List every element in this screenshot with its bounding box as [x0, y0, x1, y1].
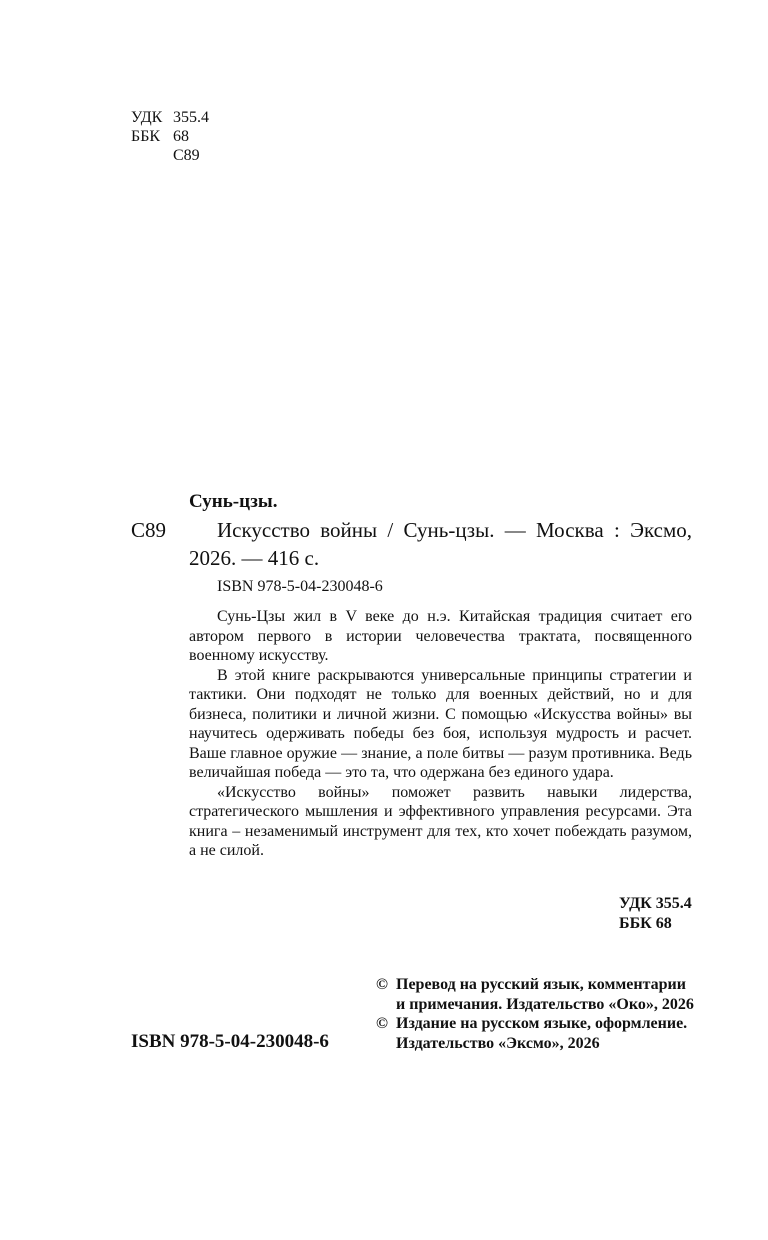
copyright-symbol: ©: [376, 976, 388, 993]
bbk-label: ББК: [131, 128, 161, 145]
copyright-block: [376, 975, 696, 1053]
copyright-translation-text: Перевод на русский язык, комментарии и примечания. Издательство «Око», 2026: [396, 976, 694, 1013]
card-title-block: [189, 516, 692, 544]
udk-row: [131, 108, 209, 127]
annotation-paragraph-1: Сунь-Цзы жил в V веке до н.э. Китайская традиция считает его автором первого в истории человечества трактата, посвященного военному искусству.: [189, 608, 692, 664]
annotation-paragraph-3: «Искусство войны» поможет развить навыки лидерства, стратегического мышления и эффективного управления ресурсами. Эта книга – незаменимый инструмент для тех, кто хочет побеждать разумом, а не силой.: [189, 783, 692, 859]
annotation-paragraph-2: В этой книге раскрываются универсальные принципы стратегии и тактики. Они подходят не только для военных действий, но и для бизнеса, политики и личной жизни. С помощью «Искусства войны» вы научитесь одерживать победы без боя, используя мудрость и расчет. Ваше главное оружие — знание, а поле битвы — разум противника. Ведь величайшая победа — это та, что одержана без единого удара.: [189, 666, 692, 781]
copyright-edition: [376, 1014, 696, 1053]
card-author: Сунь-цзы.: [189, 491, 278, 512]
card-title-line-1: Искусство войны / Сунь-цзы. — Москва : Эксмо,: [217, 518, 692, 542]
top-classification-codes: [131, 108, 209, 165]
card-title-line-2: 2026. — 416 с.: [189, 546, 320, 570]
udk-label: УДК: [131, 109, 163, 126]
udk-value: 355.4: [173, 109, 209, 126]
author-sign-top: С89: [173, 147, 200, 164]
copyright-translation: [376, 975, 696, 1014]
isbn-main: ISBN 978-5-04-230048-6: [131, 1031, 329, 1052]
bbk-value: 68: [173, 128, 189, 145]
card-isbn: ISBN 978-5-04-230048-6: [217, 578, 383, 595]
copyright-symbol: ©: [376, 1015, 388, 1032]
bbk-row: [131, 127, 209, 146]
udk-bottom: УДК 355.4: [619, 895, 692, 912]
card-author-sign: С89: [131, 518, 167, 542]
bbk-bottom: ББК 68: [619, 915, 672, 932]
copyright-edition-text: Издание на русском языке, оформление. Издательство «Эксмо», 2026: [396, 1015, 688, 1052]
annotation: [189, 607, 692, 861]
bottom-classification-codes: [560, 894, 692, 934]
